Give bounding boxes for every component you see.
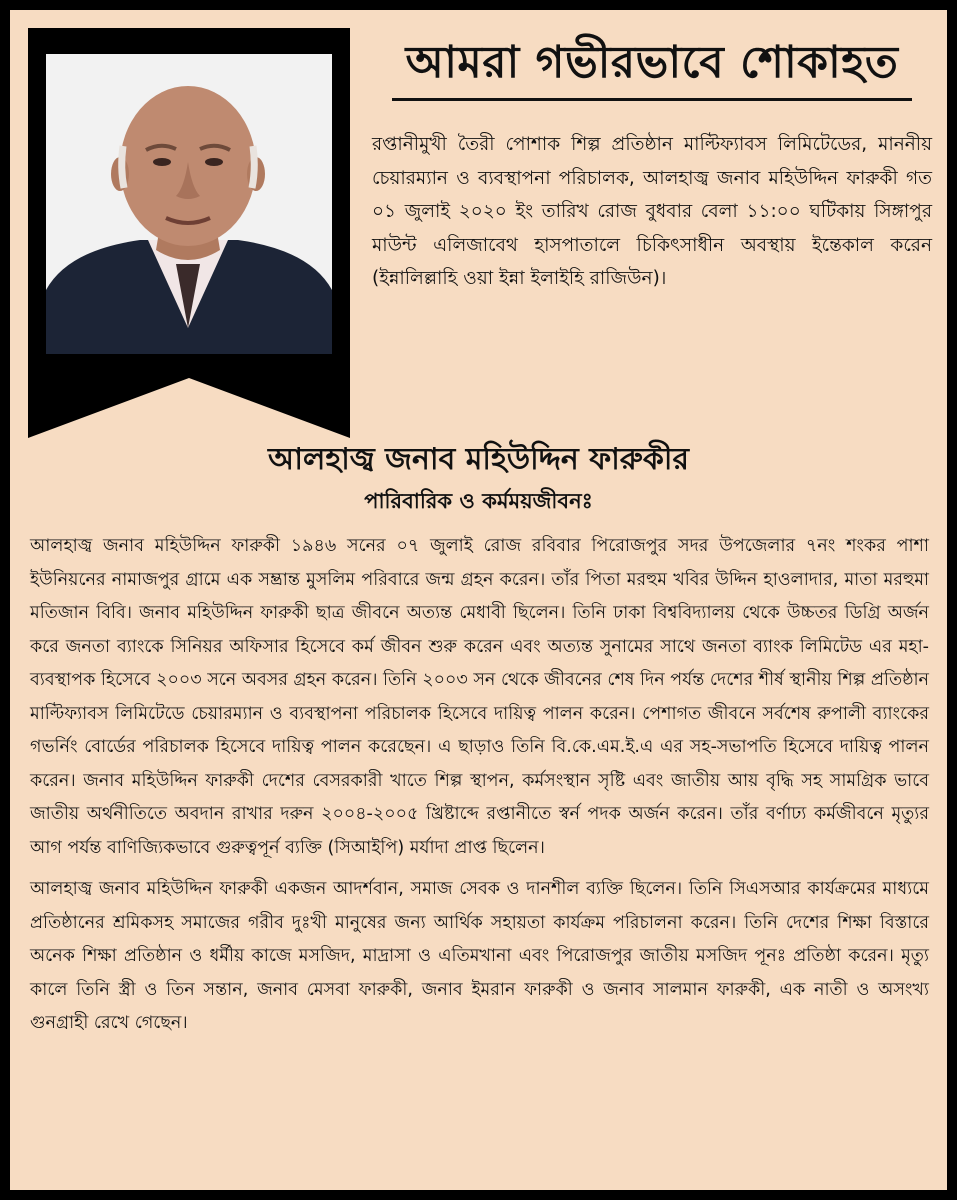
portrait-photo	[28, 28, 350, 438]
section-subtitle: পারিবারিক ও কর্মময়জীবনঃ	[364, 489, 593, 513]
headline: আমরা গভীরভাবে শোকাহত	[405, 37, 899, 88]
headline-box	[382, 32, 922, 101]
obituary-notice	[10, 10, 947, 1190]
biography-body	[30, 530, 929, 1049]
intro-paragraph: রপ্তানীমুখী তৈরী পোশাক শিল্প প্রতিষ্ঠান মাল্টিফ্যাবস লিমিটেডের, মাননীয় চেয়ারম্যান ও ব্যবস্থাপনা পরিচালক, আলহাজ্ব জনাব মহিউদ্দিন ফারুকী গত ০১ জুলাই ২০২০ ইং তারিখ রোজ বুধবার বেলা ১১:০০ ঘটিকায় সিঙ্গাপুর মাউন্ট এলিজাবেথ হাসপাতালে চিকিৎসাধীন অবস্থায় ইন্তেকাল করেন (ইন্নালিল্লাহি ওয়া ইন্না ইলাইহি রাজিউন)।	[372, 134, 932, 289]
biography-paragraph: আলহাজ্ব জনাব মহিউদ্দিন ফারুকী ১৯৪৬ সনের ০৭ জুলাই রোজ রবিবার পিরোজপুর সদর উপজেলার ৭নং শংকর পাশা ইউনিয়নের নামাজপুর গ্রামে এক সম্ভ্রান্ত মুসলিম পরিবারে জন্ম গ্রহন করেন। তাঁর পিতা মরহুম খবির উদ্দিন হাওলাদার, মাতা মরহুমা মতিজান বিবি। জনাব মহিউদ্দিন ফারুকী ছাত্র জীবনে অত্যন্ত মেধাবী ছিলেন। তিনি ঢাকা বিশ্ববিদ্যালয় থেকে উচ্চতর ডিগ্রি অর্জন করে জনতা ব্যাংকে সিনিয়র অফিসার হিসেবে কর্ম জীবন শুরু করেন এবং অত্যন্ত সুনামের সাথে জনতা ব্যাংক লিমিটেড এর মহা-ব্যবস্থাপক হিসেবে ২০০৩ সনে অবসর গ্রহন করেন। তিনি ২০০৩ সন থেকে জীবনের শেষ দিন পর্যন্ত দেশের শীর্ষ স্থানীয় শিল্প প্রতিষ্ঠান মাল্টিফ্যাবস লিমিটেডে চেয়ারম্যান ও ব্যবস্থাপনা পরিচালক হিসেবে দায়িত্ব পালন করেন। পেশাগত জীবনে সর্বশেষ রুপালী ব্যাংকের গভর্নিং বোর্ডের পরিচালক হিসেবে দায়িত্ব পালন করেছেন। এ ছাড়াও তিনি বি.কে.এম.ই.এ এর সহ-সভাপতি হিসেবে দায়িত্ব পালন করেন। জনাব মহিউদ্দিন ফারুকী দেশের বেসরকারী খাতে শিল্প স্থাপন, কর্মসংস্থান সৃষ্টি এবং জাতীয় আয় বৃদ্ধি সহ সামগ্রিক ভাবে জাতীয় অর্থনীতিতে অবদান রাখার দরুন ২০০৪-২০০৫ খ্রিষ্টাব্দে রপ্তানীতে স্বর্ন পদক অর্জন করেন। তাঁর বর্ণাঢ্য কর্মজীবনে মৃত্যুর আগ পর্যন্ত বাণিজ্যিকভাবে গুরুত্বপূর্ন ব্যক্তি (সিআইপি) মর্যাদা প্রাপ্ত ছিলেন।	[30, 536, 929, 858]
headline-underline	[392, 98, 912, 101]
portrait-frame	[28, 28, 350, 438]
biography-paragraph: আলহাজ্ব জনাব মহিউদ্দিন ফারুকী একজন আদর্শবান, সমাজ সেবক ও দানশীল ব্যক্তি ছিলেন। তিনি সিএসআর কার্যক্রমের মাধ্যমে প্রতিষ্ঠানের শ্রমিকসহ সমাজের গরীব দুঃখী মানুষের জন্য আর্থিক সহায়তা কার্যক্রম পরিচালনা করেন। তিনি দেশের শিক্ষা বিস্তারে অনেক শিক্ষা প্রতিষ্ঠান ও ধর্মীয় কাজে মসজিদ, মাদ্রাসা ও এতিমখানা এবং পিরোজপুর জাতীয় মসজিদ পূনঃ প্রতিষ্ঠা করেন। মৃত্যু কালে তিনি স্ত্রী ও তিন সন্তান, জনাব মেসবা ফারুকী, জনাব ইমরান ফারুকী ও জনাব সালমান ফারুকী, এক নাতী ও অসংখ্য গুনগ্রাহী রেখে গেছেন।	[30, 879, 929, 1033]
section-title: আলহাজ্ব জনাব মহিউদ্দিন ফারুকীর	[268, 442, 689, 477]
biography-heading	[10, 438, 947, 516]
